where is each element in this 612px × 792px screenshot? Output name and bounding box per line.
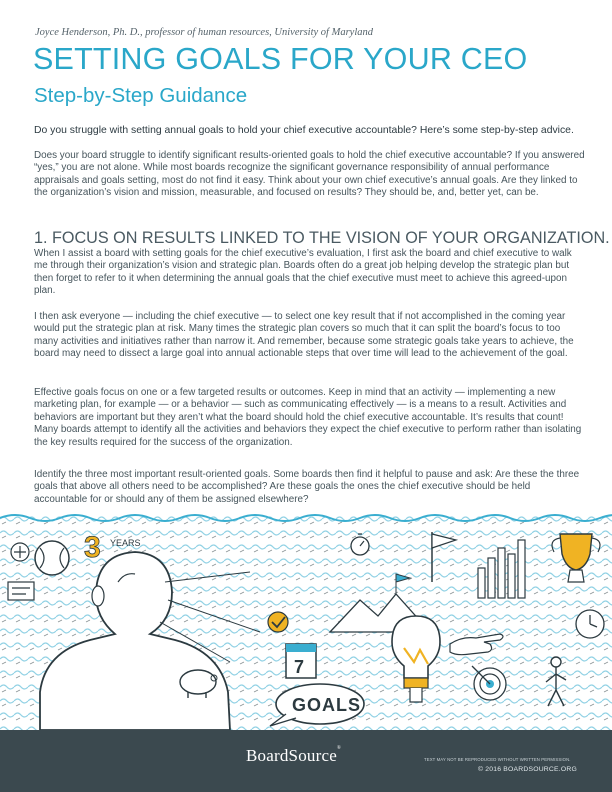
reproduction-notice: TEXT MAY NOT BE REPRODUCED WITHOUT WRITTEN PERMISSION. [424, 757, 571, 762]
paragraph-1: Does your board struggle to identify significant results-oriented goals to hold the chief executive accountable? If you answered “yes,” you are not alone. While most boards recognize the significant governance responsibility of annual performance appraisals and goals setting, most do not find it easy. Think about your own chief executive’s annual goals. Are they linked to the organization’s vision and mission, measurable, and focused on results? They should be, and, better yet, can be. [34, 150, 585, 199]
clock-icon [576, 610, 604, 638]
page-subtitle: Step-by-Step Guidance [34, 84, 248, 107]
intro-question: Do you struggle with setting annual goals to hold your chief executive accountable? Here’s some step-by-step advice. [34, 125, 574, 136]
calendar-number: 7 [294, 657, 305, 677]
years-label: YEARS [110, 538, 141, 548]
years-number: 3 [84, 531, 101, 564]
paragraph-2: When I assist a board with setting goals for the chief executive’s evaluation, I first ask the board and chief executive to walk me through their organization’s vision and strategic plan. Boards often do a great job helping develop the strategic plan but then forget to refer to it when determining the annual goals that the chief executive must meet to achieve this agreed-upon plan. [34, 248, 572, 297]
author-byline: Joyce Henderson, Ph. D., professor of human resources, University of Maryland [35, 27, 373, 38]
logo-registered-mark: ® [336, 746, 341, 751]
boardsource-logo [246, 746, 341, 766]
page-title: SETTING GOALS FOR YOUR CEO [33, 42, 528, 76]
copyright-notice: © 2016 BOARDSOURCE.ORG [478, 766, 577, 773]
logo-text: BoardSource [246, 746, 337, 765]
calendar-icon [286, 644, 316, 678]
paragraph-4: Effective goals focus on one or a few targeted results or outcomes. Keep in mind that an activity — implementing a new marketing plan, for example — or a behavior — such as communicating effectively — is a means to a result. Activities and behaviors are important but they aren’t what the board should hold the chief executive accountable. It’s results that count! Many boards attempt to identify all the activities and behaviors they expect the chief executive to perform rather than isolating the key results required for the success of the organization. [34, 387, 582, 448]
paragraph-5: Identify the three most important result-oriented goals. Some boards then find it helpful to pause and ask: Are these the three goals that above all others need to be accomplished? Are these goals the ones the chief executive should be held accountable for or should any of them be assigned elsewhere? [34, 469, 580, 505]
check-icon [268, 612, 288, 632]
doodle-illustration [0, 512, 612, 730]
section-heading-1: 1. FOCUS ON RESULTS LINKED TO THE VISION OF YOUR ORGANIZATION. [34, 229, 610, 247]
baseball-icon [35, 541, 69, 575]
paragraph-3: I then ask everyone — including the chief executive — to select one key result that if not accomplished in the coming year would put the strategic plan at risk. Many times the strategic plan covers so much that it can split the board’s focus to too many activities and initiatives rather than narrow it. And remember, because some strategic goals take years to achieve, the board may need to dissect a large goal into annual actionable steps that over time will lead to the achievement of the goal. [34, 311, 574, 360]
goals-label: GOALS [292, 695, 362, 715]
